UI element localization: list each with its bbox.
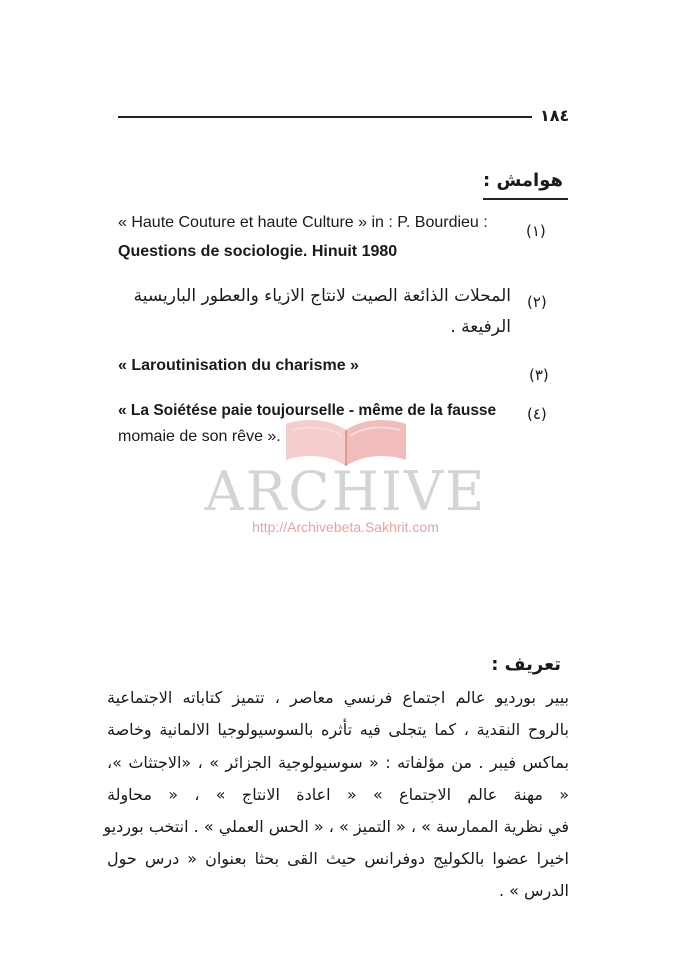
note-3-line-1: « Laroutinisation du charisme » <box>118 357 359 374</box>
definition-line-3: بماكس فيبر . من مؤلفاته : « سوسيولوجية الجزائر » ، «الاجتثاث »، <box>107 753 569 772</box>
definition-line-5: في نظرية الممارسة » ، « التميز » ، « الحس العملي » . انتخب بورديو <box>103 817 569 836</box>
watermark-title: ARCHIVE <box>204 460 487 523</box>
page-number: ١٨٤ <box>540 106 570 125</box>
note-1-line-1: « Haute Couture et haute Culture » in : P. Bourdieu : <box>118 214 488 231</box>
definition-heading: تعريف : <box>491 654 561 675</box>
header-rule <box>118 116 532 118</box>
note-1-number: (١) <box>526 222 546 240</box>
note-3-number: (٣) <box>529 366 549 384</box>
note-1-line-2: Questions de sociologie. Hinuit 1980 <box>118 243 398 260</box>
note-2-number: (٢) <box>527 293 547 311</box>
note-2-line-1: المحلات الذائعة الصيت لانتاج الازياء والعطور الباريسية <box>133 286 511 306</box>
definition-line-6: اخيرا عضوا بالكوليج دوفرانس حيث القى بحثا بعنوان « درس حول <box>107 849 569 868</box>
notes-heading-underline <box>483 198 568 200</box>
definition-line-4: « مهنة عالم الاجتماع » « اعادة الانتاج » ، « محاولة <box>107 785 569 804</box>
definition-line-7: الدرس » . <box>498 881 569 900</box>
watermark-url: http://Archivebeta.Sakhrit.com <box>252 519 439 535</box>
notes-heading: هوامش : <box>483 170 563 191</box>
note-4-number: (٤) <box>527 405 547 423</box>
definition-line-2: بالروح النقدية ، كما يتجلى فيه تأثره بالسوسيولوجيا الالمانية وخاصة <box>107 720 569 739</box>
note-4-line-1: « La Soiétése paie toujourselle - même de la fausse <box>118 402 497 419</box>
definition-line-1: بيير بورديو عالم اجتماع فرنسي معاصر ، تتميز كتاباته الاجتماعية <box>107 688 569 707</box>
note-4-line-2: momaie de son rêve ». <box>118 428 281 445</box>
note-2-line-2: الرفيعة . <box>450 317 511 337</box>
